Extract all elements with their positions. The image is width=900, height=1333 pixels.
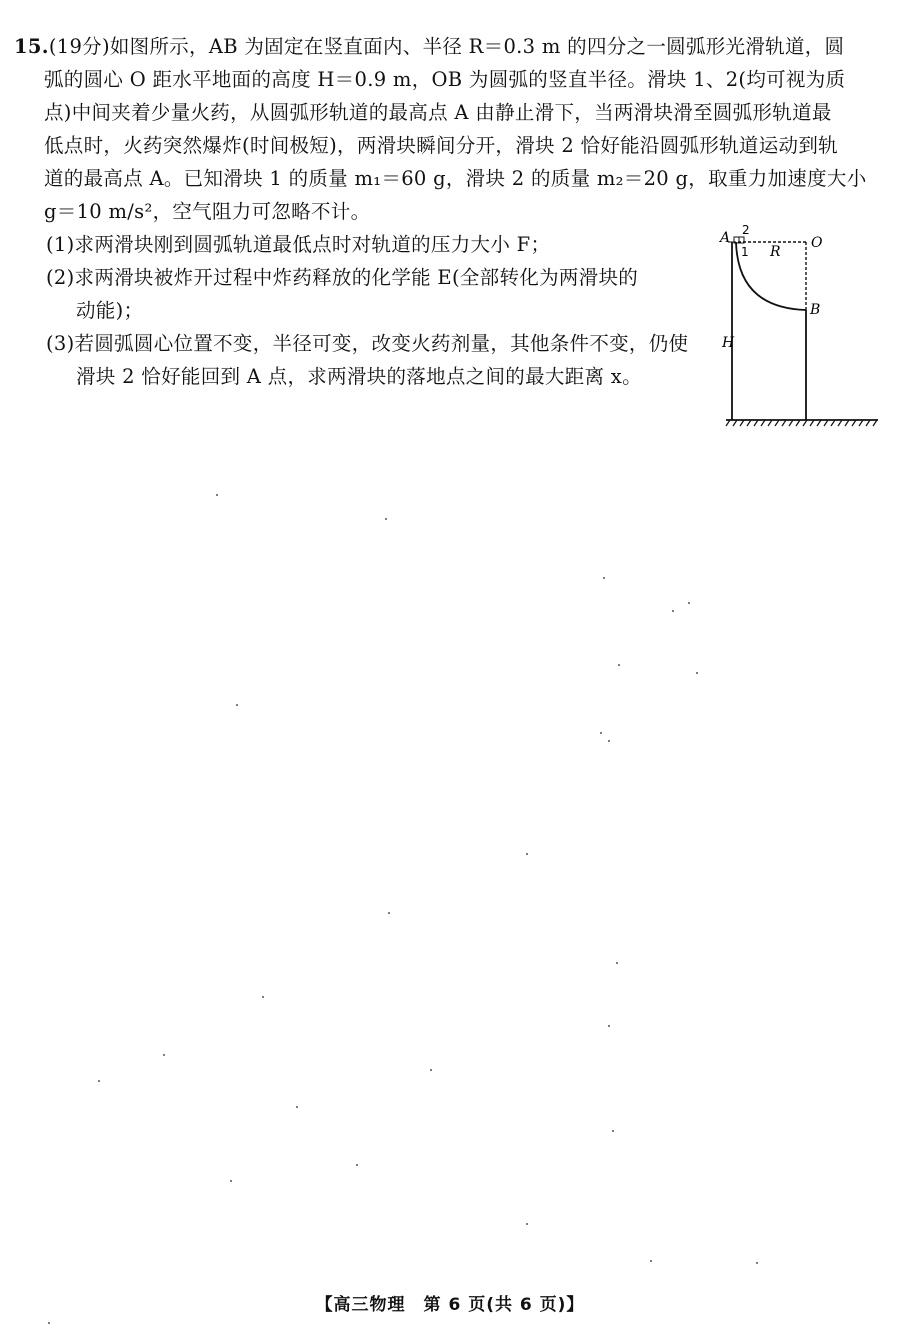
label-1: 1 — [741, 245, 749, 259]
track-diagram — [718, 220, 888, 435]
scan-speck — [526, 853, 528, 855]
question-3-cont: 滑块 2 恰好能回到 A 点，求两滑块的落地点之间的最大距离 x。 — [76, 365, 642, 388]
label-A: A — [720, 230, 731, 246]
question-2: (2)求两滑块被炸开过程中炸药释放的化学能 E(全部转化为两滑块的 — [46, 266, 639, 289]
question-score: (19分) — [48, 35, 110, 58]
scan-speck — [163, 1054, 165, 1056]
question-number: 15. — [14, 35, 49, 58]
problem-line-6: g＝10 m/s²，空气阻力可忽略不计。 — [44, 200, 371, 223]
scan-speck — [600, 732, 602, 734]
question-1: (1)求两滑块刚到圆弧轨道最低点时对轨道的压力大小 F； — [46, 233, 551, 256]
label-R: R — [770, 244, 781, 260]
scan-speck — [616, 962, 618, 964]
problem-line-5: 道的最高点 A。已知滑块 1 的质量 m₁＝60 g，滑块 2 的质量 m₂＝20 g，取重力加速度大小 — [44, 167, 867, 190]
problem-line-3: 点)中间夹着少量火药，从圆弧形轨道的最高点 A 由静止滑下，当两滑块滑至圆弧形轨道最 — [44, 101, 832, 124]
scan-speck — [612, 1130, 614, 1132]
scan-speck — [216, 494, 218, 496]
scan-speck — [230, 1180, 232, 1182]
scan-speck — [603, 577, 605, 579]
problem-line-2: 弧的圆心 O 距水平地面的高度 H＝0.9 m，OB 为圆弧的竖直半径。滑块 1、2(均可视为质 — [44, 68, 846, 91]
scan-speck — [388, 912, 390, 914]
scan-speck — [385, 518, 387, 520]
label-B: B — [810, 302, 821, 318]
scan-speck — [608, 740, 610, 742]
scan-speck — [296, 1106, 298, 1108]
scan-speck — [356, 1164, 358, 1166]
question-3: (3)若圆弧圆心位置不变，半径可变，改变火药剂量，其他条件不变，仍使 — [46, 332, 689, 355]
scan-speck — [608, 1025, 610, 1027]
scan-speck — [98, 1080, 100, 1082]
question-2-cont: 动能)； — [76, 299, 144, 322]
label-O: O — [811, 235, 823, 251]
scan-speck — [526, 1223, 528, 1225]
scan-speck — [650, 1260, 652, 1262]
page-footer: 【高三物理 第 6 页(共 6 页)】 — [315, 1295, 585, 1315]
scan-speck — [236, 704, 238, 706]
problem-line-4: 低点时，火药突然爆炸(时间极短)，两滑块瞬间分开，滑块 2 恰好能沿圆弧形轨道运动到轨 — [44, 134, 838, 157]
label-H: H — [722, 335, 735, 351]
label-2: 2 — [742, 223, 750, 237]
problem-line-1 — [14, 30, 884, 63]
problem-text-line: 如图所示，AB 为固定在竖直面内、半径 R＝0.3 m 的四分之一圆弧形光滑轨道，圆 — [109, 35, 845, 58]
scan-speck — [672, 610, 674, 612]
scan-speck — [430, 1069, 432, 1071]
scan-speck — [688, 602, 690, 604]
scan-speck — [48, 1322, 50, 1324]
scan-speck — [756, 1262, 758, 1264]
scan-speck — [262, 996, 264, 998]
scan-speck — [618, 664, 620, 666]
scan-speck — [696, 672, 698, 674]
